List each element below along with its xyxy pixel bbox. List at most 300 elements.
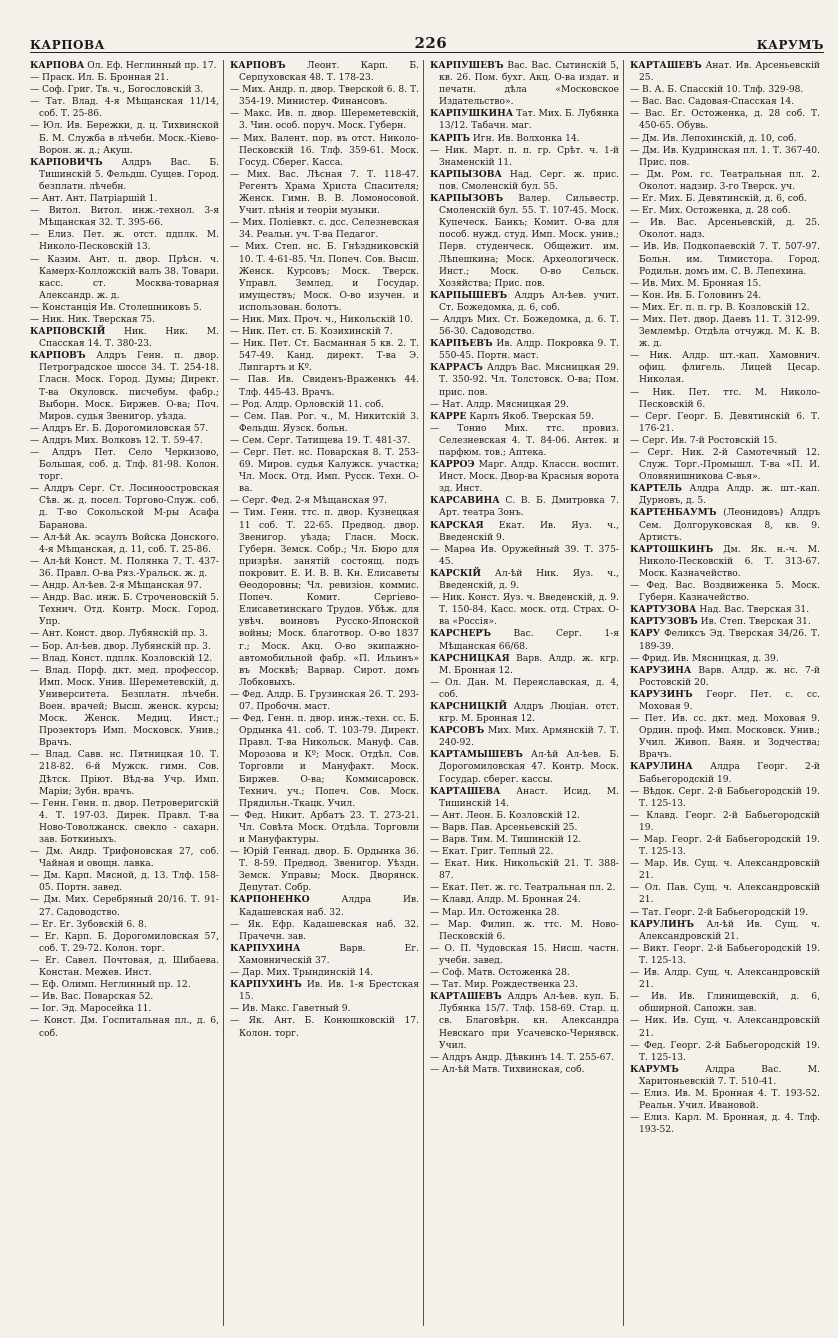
entry-text: Алдръ Вас. Б. Тишинскій 5. Фельдш. Сущев. Город. безплатн. лѣчебн. [39,157,219,192]
directory-entry [430,520,619,544]
directory-entry [430,810,619,822]
entry-text: — Влад. Конст. пдплк. Козловскій 12. [30,653,213,664]
directory-entry [630,435,820,447]
entry-text: — Алдръ Серг. Ст. Лосиноостровская Сѣв. ж. д. посел. Торгово-Служ. соб. д. Т-во Сокольской М-ры Асафа Баранова. [30,484,219,531]
entry-text: Ник. Ник. М. Спасская 14. Т. 380-23. [39,327,219,350]
entry-text: — Род. Алдр. Орловскій 11. соб. [230,399,384,410]
directory-entry [30,72,219,84]
entry-text: — Дм. Ив. Кудринская пл. 1. Т. 367-40. Прис. пов. [630,145,820,168]
entry-text: — Фед. Алдр. Б. Грузинская 26. Т. 293-07. Пробочн. маст. [230,689,419,712]
directory-entry [230,507,419,688]
directory-entry [430,459,619,495]
entry-text: Анаст. Исид. М. Тишинскій 14. [439,786,619,809]
entry-text: — Ник. Пет. ст. Б. Козихинскій 7. [230,327,393,338]
entry-surname: КАРРОЭ [430,459,475,471]
entry-surname: КАРТАШЕВА [430,785,501,797]
directory-entry [230,979,419,1003]
directory-entry [630,447,820,483]
directory-entry [430,423,619,459]
entry-text: Варв. Ег. Хамовническій 37. [239,943,419,966]
directory-entry [430,1064,619,1076]
entry-text: — Соф. Матв. Остоженка 28. [430,968,570,979]
directory-entry [30,84,219,96]
entry-surname: КАРПЫЗОВА [430,168,502,180]
entry-surname: КАРПОВСКІЙ [30,326,106,338]
entry-text: Вас. Серг. 1-я Мѣщанская 66/68. [439,629,619,652]
entry-surname: КАРУЛИНЪ [630,918,695,930]
entry-text: Над. Вас. Тверская 31. [696,605,810,616]
entry-text: — Екат. Ник. Никольскій 21. Т. 388-87. [430,859,619,882]
entry-text: — Тат. Георг. 2-й Бабьегородскій 19. [630,907,809,918]
entry-surname: КАРТАШЕВЪ [630,60,702,71]
directory-entry [230,133,419,169]
entry-surname: КАРТУЗОВЪ [630,616,698,628]
entry-text: — Ант. Леон. Б. Козловскій 12. [430,810,580,821]
entry-text: — Серг. Ник. 2-й Самотечный 12. Служ. Торг.-Промышл. Т-ва «П. И. Оловянишникова С-вья». [630,448,820,483]
header-right-keyword: КАРУМЪ [756,38,824,52]
directory-entry [630,713,820,761]
directory-entry [430,834,619,846]
directory-entry [430,169,619,193]
entry-text: Леонт. Карп. Б. Серпуховская 48. Т. 178-23. [239,61,419,84]
entry-text: Анат. Ив. Арсеньевскій 25. [639,61,820,84]
directory-entry [630,169,820,193]
entry-text: — Ег. Карп. Б. Дорогомиловская 57, соб. Т. 29-72. Колон. торг. [30,931,219,954]
entry-surname: КАРПОВИЧЪ [30,156,103,168]
entry-text: — О. П. Чудовская 15. Нисш. частн. учебн. завед. [430,943,619,966]
directory-entry [630,907,820,919]
entry-text: Феликсъ Эд. Тверская 34/26. Т. 189-39. [639,629,820,652]
directory-entry [630,108,820,132]
directory-entry [430,362,619,398]
entry-text: Ал-ѣй Ал-ѣев. Б. Дорогомиловская 47. Контр. Моск. Государ. сберег. кассы. [439,750,619,785]
entry-surname: КАРСКАЯ [430,519,484,531]
directory-entry [430,822,619,834]
entry-text: — Алдръ Андр. Дѣвкинъ 14. Т. 255-67. [430,1052,615,1063]
directory-entry [630,241,820,277]
entry-text: — Генн. Генн. п. двор. Петроверигскій 4. Т. 197-03. Дирек. Правл. Т-ва Ново-Товолжанск. свекло - сахарн. зав. Боткиныхъ. [30,798,219,845]
page-header [30,30,824,53]
entry-text: Тат. Мих. Б. Лубянка 13/12. Табачн. маг. [439,109,619,132]
entry-text: — Ол. Дан. М. Переяславская, д. 4, соб. [430,677,619,700]
entry-text: — Дм. Ром. гс. Театральная пл. 2. Околот. надзир. 3-го Тверск. уч. [630,169,820,192]
entry-surname: КАРТЕНБАУМЪ [630,507,717,519]
entry-surname: КАРПУХИНА [230,942,301,954]
directory-entry [230,399,419,411]
directory-entry [630,145,820,169]
directory-entry [630,96,820,108]
entry-text: — Екат. Григ. Теплый 22. [430,847,554,858]
entry-text: — Ник. Пет. Ст. Басманная 5 кв. 2. Т. 547-49. Канд. директ. Т-ва Э. Липгартъ и Кº. [230,339,419,374]
directory-entry [430,108,619,132]
directory-entry [430,338,619,362]
entry-text: — Тат. Влад. 4-я Мѣщанская 11/14, соб. Т. 25-86. [30,97,219,120]
entry-text: — Алдръ Мих. Волковъ 12. Т. 59-47. [30,435,203,446]
directory-entry [30,870,219,894]
directory-entry [430,653,619,677]
entry-text: — Фед. Никит. Арбатъ 23. Т. 273-21. Чл. Совѣта Моск. Отдѣла. Торговли и Мануфактуры. [230,810,419,845]
directory-entry [430,907,619,919]
directory-entry [30,798,219,846]
directory-entry [430,60,619,108]
directory-entry [230,846,419,894]
directory-entry [630,761,820,785]
directory-entry [630,689,820,713]
column-3 [430,60,624,1326]
entry-surname: КАРРЕ [430,410,467,422]
entry-text: — Юл. Ив. Бережки, д. ц. Тихвинской Б. М. Служба в лѣчебн. Моск.-Кіево-Ворон. ж. д.; Акуш. [30,121,219,156]
entry-text: — Дар. Мих. Трындинскій 14. [230,968,374,979]
entry-text: — Ант. Конст. двор. Лубянскій пр. 3. [30,629,208,640]
entry-text: — Ол. Пав. Сущ. ч. Александровскій 21. [630,883,820,906]
entry-text: Алдръ Ал-ѣев. учит. Ст. Божедомка, д. 6, соб. [439,290,619,313]
entry-text: — Варв. Пав. Арсеньевскій 25. [430,822,578,833]
entry-text: — Мар. Георг. 2-й Бабьегородскій 19. Т. 125-13. [630,835,820,858]
entry-text: — Серг. Ив. 7-й Ростовскій 15. [630,435,778,446]
directory-entry [30,326,219,350]
entry-text: — Ник. Март. п. п. гр. Срѣт. ч. 1-й Знаменскій 11. [430,145,619,168]
entry-text: Варв. Алдр. ж. кгр. М. Бронная 12. [439,653,619,676]
entry-surname: КАРСАВИНА [430,495,500,507]
entry-text: — Витол. Витол. инж.-технол. 3-я Мѣщанская 32. Т. 395-66. [30,206,219,229]
entry-text: — Ив. Вас. Поварская 52. [30,992,154,1003]
directory-entry [230,314,419,326]
entry-surname: КАРУМЪ [630,1063,679,1075]
directory-entry [30,96,219,120]
directory-entry [430,145,619,169]
entry-text: — Конст. Дм. Госпитальная пл., д. 6, соб. [30,1016,219,1039]
entry-text: — Мих. Пет. двор. Даевъ 11. Т. 312-99. Землемѣр. Отдѣла отчужд. М. К. В. ж. д. [630,314,820,350]
entry-text: — Ник. Ник. Тверская 75. [30,314,156,325]
directory-entry [630,882,820,906]
entry-text: — Мих. Поліевкт. с. дсс. Селезневская 34. Реальн. уч. Т-ва Педагог. [230,218,419,241]
entry-text: — Іог. Эд. Маросейка 11. [30,1004,152,1015]
directory-entry [630,834,820,858]
entry-text: — Мих. Валент. пор. въ отст. Николо-Песковскій 16. Тлф. 359-61. Моск. Госуд. Сберег. Касса. [230,133,419,168]
entry-surname: КАРПѢЕВЪ [430,338,493,350]
entry-text: — Мар. Ив. Сущ. ч. Александровскій 21. [630,859,820,882]
directory-entry [430,677,619,701]
directory-entry [430,495,619,519]
directory-entry [230,241,419,314]
entry-text: Мих. Мих. Армянскій 7. Т. 240-92. [439,726,619,749]
entry-text: — Елиз. Ив. М. Бронная 4. Т. 193-52. Реальн. Учил. Ивановой. [630,1088,820,1112]
entry-text: — Дм. Андр. Трифоновская 27, соб. Чайная и овощн. лавка. [30,847,219,870]
directory-entry [430,701,619,725]
entry-surname: КАРПЪ [430,132,470,144]
directory-entry [630,1112,820,1136]
directory-entry [230,810,419,846]
header-left-keyword: КАРПОВА [30,38,105,52]
directory-entry [30,314,219,326]
entry-text: — Ник. Пет. ттс. М. Николо-Песковскій 6. [630,387,820,410]
entry-surname: КАРУЛИНА [630,761,693,773]
entry-text: — Вас. Ег. Остоженка, д. 28 соб. Т. 450-65. Обувь. [630,109,820,132]
directory-entry [30,302,219,314]
directory-entry [230,495,419,507]
directory-entry [430,628,619,652]
entry-text: — Андр. Вас. инж. Б. Строченовскій 5. Технич. Отд. Контр. Моск. Город. Упр. [30,593,219,628]
entry-text: — Пет. Ив. сс. дкт. мед. Моховая 9. Ордин. проф. Имп. Московск. Унив.; Учил. Живоп. Ваян. и Зодчества; Врачъ. [630,714,820,761]
entry-surname: КАРТАШЕВЪ [430,991,502,1003]
directory-entry [630,653,820,665]
directory-entry [230,108,419,132]
entry-text: — Тат. Мир. Рождественка 23. [430,980,578,991]
directory-entry [430,1052,619,1064]
entry-surname: КАРПУШКИНА [430,108,514,120]
entry-text: — Алдръ Ег. Б. Дорогомиловская 57. [30,423,209,434]
directory-entry [430,919,619,943]
entry-text: Ал-ѣй Ник. Яуз. ч., Введенскій, д. 9. [439,568,619,592]
entry-text: Ол. Еф. Неглинный пр. 17. [84,61,217,71]
entry-surname: КАРПОНЕНКО [230,894,310,906]
directory-entry [230,943,419,967]
entry-surname: КАРТАМЫШЕВЪ [430,749,523,761]
entry-text: — Вѣдок. Серг. 2-й Бабьегородскій 19. Т. 125-13. [630,786,820,809]
entry-text: — Ег. Мих. Б. Девятинскій, д. 6, соб. [630,194,807,205]
directory-entry [30,254,219,302]
directory-entry [630,507,820,543]
entry-text: — Бор. Ал-ѣев. двор. Лубянскій пр. 3. [30,641,211,652]
entry-text: Валер. Сильвестр. Смоленскій бул. 55. Т. 107-45. Моск. Купеческ. Банкъ; Комит. О-ва для пособ. нужд. студ. Имп. Моск. унив.; Перв. студенческ. Общежит. им. Лѣпешкина; Моск. Археологическ. Инст.; Моск. О-во Сельск. Хозяйства; Прис. пов. [439,194,619,289]
entry-text: — Макс. Ив. п. двор. Шереметевскій, 3. Чин. особ. поруч. Моск. Губерн. [230,109,419,132]
directory-entry [30,665,219,750]
entry-text: — Нат. Алдр. Мясницкая 29. [430,399,569,410]
directory-entry [430,399,619,411]
directory-entry [230,60,419,84]
directory-entry [30,846,219,870]
entry-text: — В. А. Б. Спасскій 10. Тлф. 329-98. [630,85,804,96]
entry-text: Ив. Алдр. Покровка 9. Т. 550-45. Портн. маст. [439,339,619,362]
entry-text: — Ник. Алдр. шт.-кап. Хамовнич. офиц. флигель. Лицей Цесар. Николая. [630,351,820,386]
directory-entry [630,302,820,314]
directory-entry [430,846,619,858]
directory-entry [430,411,619,423]
directory-entry [630,483,820,507]
directory-entry [30,749,219,797]
column-4 [630,60,824,1326]
entry-text: Екат. Ив. Яуз. ч., Введенскій 9. [439,520,619,543]
directory-entry [630,84,820,96]
directory-entry [30,350,219,423]
entry-surname: КАРСОВЪ [430,725,485,737]
entry-text: — Клавд. Алдр. М. Бронная 24. [430,895,581,906]
entry-surname: КАРПЫШЕВЪ [430,289,508,301]
directory-entry [430,749,619,785]
page-number: 226 [414,34,448,52]
entry-text: Вас. Вас. Сытинскій 5, кв. 26. Пом. бухг. Акц. О-ва издат. и печатн. дѣла «Московское Издательство». [439,61,619,108]
directory-entry [230,447,419,495]
directory-entry [630,810,820,834]
directory-entry [230,967,419,979]
entry-text: — Мар. Ил. Остоженка 28. [430,907,560,918]
directory-entry [430,133,619,145]
entry-text: — Мих. Вас. Лѣсная 7. Т. 118-47. Регентъ Храма Христа Спасителя; Женск. Гимн. В. В. Ломоносовой. Учит. пѣнія и теоріи музыки. [230,169,419,217]
entry-text: Дм. Як. н.-ч. М. Николо-Песковскій 6. Т. 313-67. Моск. Казначейство. [639,544,820,579]
entry-surname: КАРПУШЕВЪ [430,60,504,71]
entry-text: — Ег. Мих. Остоженка, д. 28 соб. [630,206,791,217]
directory-entry [30,229,219,253]
directory-entry [30,60,219,72]
entry-surname: КАРСНИЦКАЯ [430,652,510,664]
directory-entry [30,641,219,653]
entry-text: Игн. Ив. Волхонка 14. [469,133,580,144]
directory-entry [30,580,219,592]
entry-text: — Юрій Геннад. двор. Б. Ордынка 36. Т. 8-59. Предвод. Звенигор. Уѣздн. Земск. Управы; Моск. Дворянск. Депутат. Собр. [230,847,419,894]
entry-text: — Влад. Порф. дкт. мед. профессор. Имп. Моск. Унив. Шереметевскій, д. Университета. Безплатн. лѣчебн. Воен. врачей; Высш. женск. курсы; Моск. Женск. Медиц. Инст.; Прозекторъ Имп. Московск. Унив.; Врачъ. [30,665,219,749]
entry-surname: КАРУЗИНА [630,664,692,676]
entry-text: — Ив. Вас. Арсеньевскій, д. 25. Околот. надз. [630,218,820,241]
entry-text: — Клавд. Георг. 2-й Бабьегородскій 19. [630,810,820,833]
directory-entry [230,84,419,108]
directory-entry [630,616,820,628]
entry-text: — Ив. Макс. Гаветный 9. [230,1004,351,1015]
directory-entry [430,979,619,991]
directory-entry [30,556,219,580]
directory-entry [230,338,419,374]
directory-entry [630,290,820,302]
entry-text: — Мих. Андр. п. двор. Тверской 6. 8. Т. 354-19. Министер. Финансовъ. [230,85,419,108]
entry-text: — Сем. Серг. Татищева 19. Т. 481-37. [230,435,411,446]
directory-entry [630,133,820,145]
directory-entry [30,120,219,156]
entry-text: — Ег. Ег. Зубовскій 6. 8. [30,919,147,930]
entry-text: Ив. Степ. Тверская 31. [697,617,811,628]
entry-text: — Пав. Ив. Свиденъ-Враженкъ 44. Тлф. 445-43. Врачъ. [230,375,419,398]
directory-entry [30,919,219,931]
directory-entry [630,544,820,580]
entry-surname: КАРРАСЪ [430,362,483,374]
column-2 [230,60,424,1326]
directory-entry [430,882,619,894]
directory-entry [30,979,219,991]
directory-entry [430,786,619,810]
directory-entry [30,653,219,665]
directory-entry [630,387,820,411]
directory-entry [430,193,619,290]
directory-entry [630,217,820,241]
entry-text: — Ал-ѣй Матв. Тихвинская, соб. [430,1064,585,1075]
directory-entry [230,326,419,338]
directory-entry [30,931,219,955]
directory-entry [30,1003,219,1015]
entry-text: — Влад. Савв. нс. Пятницкая 10. Т. 218-82. 6-й Мужск. гимн. Сов. Дѣтск. Пріют. Вѣд-ва Учр. Имп. Маріи; Зубн. врачъ. [30,750,219,797]
entry-text: — Тим. Генн. ттс. п. двор. Кузнецкая 11 соб. Т. 22-65. Предвод. двор. Звенигор. уѣзда; Гласн. Моск. Губерн. Земск. Собр.; Чл. Бюро для призрѣн. занятій состоящ. подъ покровит. Е. И. В. В. Кн. Елисаветы Ѳеодоровны; Чл. ревизіон. коммис. Попеч. Комит. Сергіево-Елисаветинскаго Трудов. Убѣж. для увѣч. воиновъ Русско-Японской войны; Моск. благотвор. О-во 1837 г.; Моск. Акц. О-во экипажно-автомобильной фабр. «П. Ильинъ» въ Москвѣ; Варвар. Сирот. домъ Лобковыхъ. [230,508,419,688]
directory-entry [630,1088,820,1112]
directory-entry [230,1003,419,1015]
entry-text: — Мих. Степ. нс. Б. Гнѣздниковскій 10. Т. 4-61-85. Чл. Попеч. Сов. Высш. Женск. Курсовъ; Моск. Тверск. Управл. Землед. и Государ. имуществъ; Моск. О-во изучен. и использован. болотъ. [230,242,419,313]
entry-text: — Фед. Вас. Воздвиженка 5. Моск. Губерн. Казначейство. [630,581,820,604]
entry-text: — Марѳа Ив. Оружейный 39. Т. 375-45. [430,544,619,567]
directory-entry [30,532,219,556]
directory-entry [230,689,419,713]
directory-entry [630,1040,820,1064]
entry-text: — Соф. Григ. Тв. ч., Богословскій 3. [30,85,204,96]
entry-surname: КАРПУХИНЪ [230,979,302,991]
directory-entry [30,423,219,435]
directory-entry [630,604,820,616]
directory-entry [30,628,219,640]
entry-text: — Ег. Савел. Почтовая, д. Шибаева. Констан. Межев. Инст. [30,955,219,979]
entry-text: — Ал-ѣй Конст. М. Полянка 7. Т. 437-36. Правл. О-ва Ряз.-Уральск. ж. д. [30,556,219,579]
entry-text: Георг. Пет. с. сс. Моховая 9. [639,689,820,712]
entry-surname: КАРТОШКИНЪ [630,543,714,555]
entry-text: — Дм. Ив. Лепохинскій, д. 10, соб. [630,133,797,144]
entry-text: Алдръ Ал-ѣев. куп. Б. Лубянка 15/7. Тлф. 158-69. Стар. ц. св. Благовѣрн. кн. Александра Невскаго при Усачевско-Чернявск. Учил. [439,992,619,1051]
entry-text: — Екат. Пет. ж. гс. Театральная пл. 2. [430,883,616,894]
directory-entry [630,628,820,652]
entry-text: — Ив. Ив. Подкопаевскій 7. Т. 507-97. Больн. им. Тимистора. Город. Родильн. домъ им. С. В. Лепехина. [630,242,820,277]
directory-columns [30,60,824,1326]
directory-entry [430,592,619,628]
entry-text: Алдра Георг. 2-й Бабьегородскій 19. [639,762,820,785]
directory-entry [30,205,219,229]
directory-entry [30,1015,219,1039]
entry-text: — Як. Ефр. Кадашевская наб. 32. Прачечн. зав. [230,919,419,942]
entry-text: — Андр. Ал-ѣев. 2-я Мѣщанская 97. [30,581,202,592]
entry-surname: КАРПОВА [30,60,85,71]
entry-text: Алдръ Люціан. отст. кгр. М. Бронная 12. [439,701,619,725]
directory-entry [430,894,619,906]
directory-entry [630,60,820,84]
entry-text: — Ив. Мих. М. Бронная 15. [630,278,762,289]
entry-text: Алдра Алдр. ж. шт.-кап. Дурновъ, д. 5. [639,484,820,507]
directory-entry [630,858,820,882]
directory-entry [30,894,219,918]
directory-entry [230,169,419,217]
entry-text: Ал-ѣй Ив. Сущ. ч. Александровскій 21. [639,919,820,942]
entry-text: — Констанція Ив. Столешниковъ 5. [30,302,202,313]
entry-text: — Викт. Георг. 2-й Бабьегородскій 19. Т. 125-13. [630,943,820,966]
directory-entry [30,157,219,193]
directory-entry [630,943,820,967]
entry-text: — Ив. Алдр. Сущ. ч. Александровскій 21. [630,968,820,991]
entry-text: С. В. Б. Дмитровка 7. Арт. театра Зонъ. [439,496,619,519]
directory-entry [630,278,820,290]
entry-surname: КАРСКІЙ [430,567,482,579]
entry-surname: КАРПОВЪ [230,60,286,71]
directory-entry [630,1015,820,1039]
directory-entry [430,991,619,1051]
directory-entry [230,919,419,943]
entry-text: — Сем. Пав. Рог. ч., М. Никитскій 3. Фельдш. Яузск. больн. [230,411,419,434]
directory-entry [30,435,219,447]
entry-text: — Ив. Ив. Глинищевскій, д. 6, обширной. Сапожн. зав. [630,992,820,1015]
entry-text: — Фрид. Ив. Мясницкая, д. 39. [630,653,779,664]
directory-entry [30,447,219,483]
directory-entry [230,411,419,435]
directory-entry [630,193,820,205]
directory-entry [430,314,619,338]
directory-entry [230,713,419,810]
directory-entry [630,411,820,435]
entry-text: Карлъ Якоб. Тверская 59. [466,411,594,422]
directory-entry [30,991,219,1003]
entry-text: — Дм. Мих. Серебряный 20/16. Т. 91-27. Садоводство. [30,895,219,918]
entry-text: — Ант. Ант. Патріаршій 1. [30,194,158,205]
entry-text: Алдръ Вас. Мясницкая 29. Т. 350-92. Чл. Толстовск. О-ва; Пом. прис. пов. [439,363,619,398]
entry-text: (Леонидовъ) Алдръ Сем. Долгоруковская 8, кв. 9. Артистъ. [639,508,820,543]
directory-entry [430,943,619,967]
entry-surname: КАРТЕЛЬ [630,483,682,495]
entry-text: — Ал-ѣй Ак. эсаулъ Войска Донского. 4-я Мѣщанская, д. 11, соб. Т. 25-86. [30,532,219,555]
entry-text: Над. Серг. ж. прис. пов. Смоленскій бул. 55. [439,169,619,192]
entry-text: — Алдръ Мих. Ст. Божедомка, д. 6. Т. 56-30. Садоводство. [430,314,619,338]
entry-text: — Мих. Ег. п. п. гр. В. Козловскій 12. [630,302,810,313]
entry-surname: КАРСНЕРЪ [430,628,492,640]
entry-surname: КАРПЫЗОВЪ [430,193,504,205]
entry-text: — Ник. Ив. Сущ. ч. Александровскій 21. [630,1016,820,1039]
